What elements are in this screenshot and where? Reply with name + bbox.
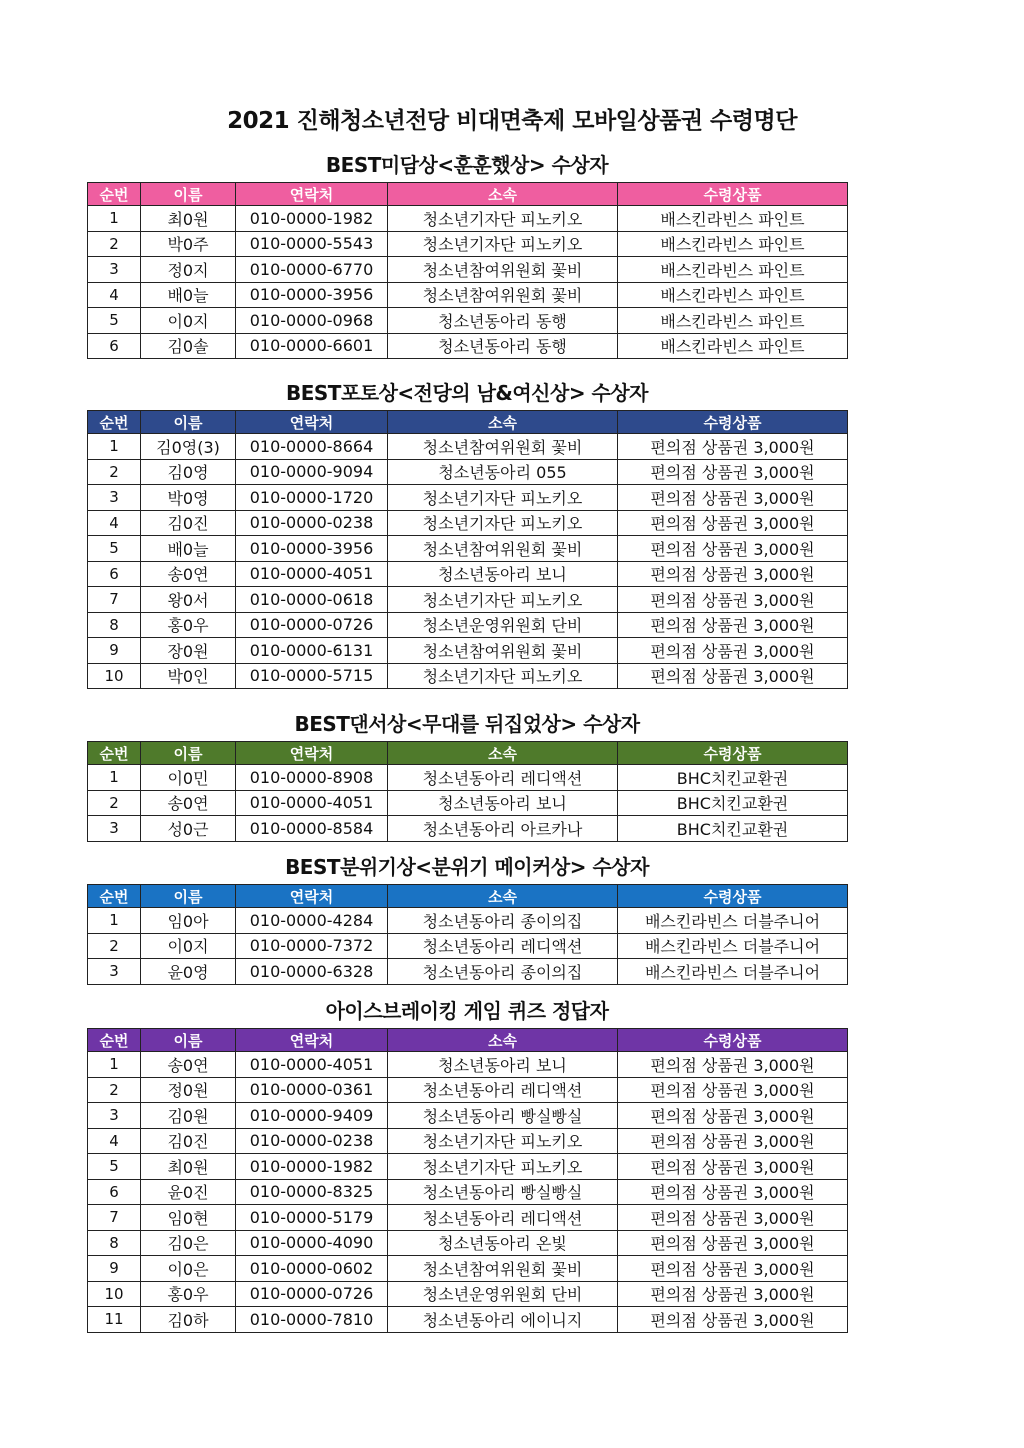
col-contact-cell: 010-0000-8584 [236,816,388,842]
col-prize-cell: 편의점 상품권 3,000원 [618,1307,848,1333]
col-contact-cell: 010-0000-0618 [236,587,388,613]
page-title: 2021 진해청소년전당 비대면축제 모바일상품권 수령명단 [227,108,797,134]
col-affiliation-cell: 청소년운영위원회 단비 [388,1281,618,1307]
table-row [88,612,848,638]
col-name-cell: 홍0우 [141,1281,236,1307]
col-affiliation-cell: 청소년기자단 피노키오 [388,1154,618,1180]
col-contact-cell: 010-0000-5543 [236,231,388,257]
table-row [88,282,848,308]
col-contact-cell: 010-0000-8325 [236,1179,388,1205]
table-row [88,1230,848,1256]
col-affiliation-cell: 청소년기자단 피노키오 [388,231,618,257]
header-col-contact: 연락처 [236,742,388,765]
col-affiliation-cell: 청소년동아리 레디액션 [388,933,618,959]
header-col-affiliation: 소속 [388,885,618,908]
col-number-cell: 7 [88,587,141,613]
header-col-name: 이름 [141,183,236,206]
header-col-contact: 연락처 [236,1029,388,1052]
table-row [88,308,848,334]
col-number-cell: 2 [88,459,141,485]
col-prize-cell: 편의점 상품권 3,000원 [618,1230,848,1256]
col-contact-cell: 010-0000-4051 [236,561,388,587]
col-contact-cell: 010-0000-8664 [236,434,388,460]
col-prize-cell: 배스킨라빈스 파인트 [618,308,848,334]
col-prize-cell: 편의점 상품권 3,000원 [618,612,848,638]
col-contact-cell: 010-0000-6131 [236,638,388,664]
header-col-number: 순번 [88,742,141,765]
table-row [88,510,848,536]
winners-table [87,741,848,842]
section-best-mood [87,850,847,985]
col-number-cell: 10 [88,1281,141,1307]
col-number-cell: 9 [88,1256,141,1282]
col-prize-cell: 편의점 상품권 3,000원 [618,587,848,613]
col-number-cell: 3 [88,1103,141,1129]
header-col-name: 이름 [141,1029,236,1052]
col-name-cell: 김0영 [141,459,236,485]
table-row [88,959,848,985]
col-affiliation-cell: 청소년운영위원회 단비 [388,612,618,638]
section-title: 아이스브레이킹 게임 퀴즈 정답자 [325,999,609,1023]
col-affiliation-cell: 청소년동아리 보니 [388,790,618,816]
table-header-row [88,1029,848,1052]
col-affiliation-cell: 청소년동아리 에이니지 [388,1307,618,1333]
table-row [88,257,848,283]
col-prize-cell: 편의점 상품권 3,000원 [618,1179,848,1205]
header-col-contact: 연락처 [236,183,388,206]
header-col-prize: 수령상품 [618,183,848,206]
header-col-contact: 연락처 [236,411,388,434]
table-row [88,638,848,664]
col-name-cell: 최0원 [141,1154,236,1180]
col-number-cell: 8 [88,1230,141,1256]
header-col-number: 순번 [88,885,141,908]
col-prize-cell: 편의점 상품권 3,000원 [618,663,848,689]
table-row [88,933,848,959]
table-row [88,765,848,791]
col-contact-cell: 010-0000-0726 [236,612,388,638]
table-header-row [88,742,848,765]
col-number-cell: 8 [88,612,141,638]
col-contact-cell: 010-0000-0968 [236,308,388,334]
col-affiliation-cell: 청소년기자단 피노키오 [388,206,618,232]
header-col-affiliation: 소속 [388,742,618,765]
col-affiliation-cell: 청소년동아리 보니 [388,1052,618,1078]
col-name-cell: 윤0진 [141,1179,236,1205]
col-affiliation-cell: 청소년동아리 보니 [388,561,618,587]
col-affiliation-cell: 청소년참여위원회 꽃비 [388,434,618,460]
col-name-cell: 김0진 [141,1128,236,1154]
col-number-cell: 6 [88,561,141,587]
col-prize-cell: 배스킨라빈스 파인트 [618,282,848,308]
col-number-cell: 4 [88,1128,141,1154]
col-affiliation-cell: 청소년기자단 피노키오 [388,510,618,536]
header-col-name: 이름 [141,885,236,908]
col-name-cell: 박0주 [141,231,236,257]
col-contact-cell: 010-0000-6328 [236,959,388,985]
col-contact-cell: 010-0000-8908 [236,765,388,791]
col-name-cell: 송0연 [141,790,236,816]
col-contact-cell: 010-0000-1982 [236,1154,388,1180]
col-affiliation-cell: 청소년동아리 레디액션 [388,765,618,791]
table-row [88,1128,848,1154]
col-name-cell: 정0지 [141,257,236,283]
table-row [88,816,848,842]
col-number-cell: 10 [88,663,141,689]
col-contact-cell: 010-0000-5179 [236,1205,388,1231]
col-number-cell: 5 [88,308,141,334]
col-name-cell: 박0인 [141,663,236,689]
table-row [88,1103,848,1129]
col-number-cell: 3 [88,485,141,511]
col-affiliation-cell: 청소년동아리 종이의집 [388,959,618,985]
table-row [88,1256,848,1282]
section-best-kindness [87,148,847,359]
table-row [88,1281,848,1307]
header-col-number: 순번 [88,1029,141,1052]
col-number-cell: 6 [88,333,141,359]
col-contact-cell: 010-0000-4090 [236,1230,388,1256]
col-name-cell: 송0연 [141,561,236,587]
header-col-prize: 수령상품 [618,885,848,908]
col-prize-cell: BHC치킨교환권 [618,790,848,816]
header-col-affiliation: 소속 [388,1029,618,1052]
table-row [88,587,848,613]
table-row [88,561,848,587]
col-prize-cell: 배스킨라빈스 더블주니어 [618,908,848,934]
winners-table [87,410,848,689]
col-contact-cell: 010-0000-3956 [236,282,388,308]
header-col-number: 순번 [88,183,141,206]
table-row [88,206,848,232]
table-row [88,1154,848,1180]
col-contact-cell: 010-0000-0726 [236,1281,388,1307]
col-name-cell: 김0영(3) [141,434,236,460]
col-affiliation-cell: 청소년동아리 빵실빵실 [388,1103,618,1129]
table-row [88,1307,848,1333]
col-number-cell: 2 [88,231,141,257]
col-affiliation-cell: 청소년참여위원회 꽃비 [388,638,618,664]
table-row [88,1205,848,1231]
col-number-cell: 3 [88,959,141,985]
header-col-prize: 수령상품 [618,411,848,434]
col-name-cell: 이0민 [141,765,236,791]
col-affiliation-cell: 청소년기자단 피노키오 [388,485,618,511]
col-prize-cell: 편의점 상품권 3,000원 [618,1052,848,1078]
col-prize-cell: 배스킨라빈스 파인트 [618,206,848,232]
col-contact-cell: 010-0000-7372 [236,933,388,959]
col-affiliation-cell: 청소년기자단 피노키오 [388,1128,618,1154]
section-title: BEST포토상<전당의 남&여신상> 수상자 [286,381,648,405]
col-number-cell: 4 [88,282,141,308]
col-prize-cell: 편의점 상품권 3,000원 [618,638,848,664]
col-number-cell: 2 [88,790,141,816]
section-title: BEST미담상<훈훈했상> 수상자 [325,153,609,177]
col-name-cell: 이0지 [141,933,236,959]
header-col-contact: 연락처 [236,885,388,908]
col-name-cell: 정0원 [141,1077,236,1103]
col-contact-cell: 010-0000-1720 [236,485,388,511]
header-col-name: 이름 [141,742,236,765]
col-number-cell: 9 [88,638,141,664]
col-prize-cell: 배스킨라빈스 더블주니어 [618,933,848,959]
col-prize-cell: 배스킨라빈스 파인트 [618,257,848,283]
col-prize-cell: 배스킨라빈스 파인트 [618,231,848,257]
col-prize-cell: 배스킨라빈스 더블주니어 [618,959,848,985]
table-header-row [88,411,848,434]
col-number-cell: 11 [88,1307,141,1333]
col-name-cell: 최0원 [141,206,236,232]
table-header-row [88,885,848,908]
col-prize-cell: 편의점 상품권 3,000원 [618,459,848,485]
table-row [88,908,848,934]
header-col-name: 이름 [141,411,236,434]
col-contact-cell: 010-0000-7810 [236,1307,388,1333]
col-contact-cell: 010-0000-9409 [236,1103,388,1129]
table-row [88,1077,848,1103]
col-name-cell: 홍0우 [141,612,236,638]
col-name-cell: 윤0영 [141,959,236,985]
col-name-cell: 김0원 [141,1103,236,1129]
col-prize-cell: 편의점 상품권 3,000원 [618,1256,848,1282]
col-name-cell: 배0늘 [141,536,236,562]
col-affiliation-cell: 청소년동아리 레디액션 [388,1205,618,1231]
col-affiliation-cell: 청소년기자단 피노키오 [388,663,618,689]
col-prize-cell: 편의점 상품권 3,000원 [618,1281,848,1307]
col-name-cell: 임0현 [141,1205,236,1231]
col-contact-cell: 010-0000-3956 [236,536,388,562]
section-best-dancer [87,707,847,842]
table-row [88,485,848,511]
col-prize-cell: 편의점 상품권 3,000원 [618,561,848,587]
table-row [88,1179,848,1205]
col-affiliation-cell: 청소년참여위원회 꽃비 [388,1256,618,1282]
section-icebreaking-quiz [87,994,847,1333]
col-name-cell: 송0연 [141,1052,236,1078]
col-affiliation-cell: 청소년동아리 온빛 [388,1230,618,1256]
table-row [88,536,848,562]
col-affiliation-cell: 청소년동아리 055 [388,459,618,485]
col-number-cell: 1 [88,434,141,460]
col-contact-cell: 010-0000-6601 [236,333,388,359]
col-affiliation-cell: 청소년참여위원회 꽃비 [388,536,618,562]
col-prize-cell: BHC치킨교환권 [618,765,848,791]
table-row [88,459,848,485]
col-prize-cell: 편의점 상품권 3,000원 [618,1128,848,1154]
col-name-cell: 임0아 [141,908,236,934]
col-affiliation-cell: 청소년참여위원회 꽃비 [388,257,618,283]
col-contact-cell: 010-0000-0238 [236,1128,388,1154]
col-number-cell: 5 [88,1154,141,1180]
col-prize-cell: 편의점 상품권 3,000원 [618,434,848,460]
col-number-cell: 6 [88,1179,141,1205]
table-row [88,333,848,359]
col-name-cell: 김0솔 [141,333,236,359]
col-contact-cell: 010-0000-0238 [236,510,388,536]
col-contact-cell: 010-0000-4284 [236,908,388,934]
header-col-number: 순번 [88,411,141,434]
col-name-cell: 이0은 [141,1256,236,1282]
section-title: BEST댄서상<무대를 뒤집었상> 수상자 [294,712,640,736]
col-number-cell: 7 [88,1205,141,1231]
winners-table [87,884,848,985]
col-name-cell: 김0진 [141,510,236,536]
col-number-cell: 3 [88,257,141,283]
col-name-cell: 장0원 [141,638,236,664]
col-affiliation-cell: 청소년참여위원회 꽃비 [388,282,618,308]
col-contact-cell: 010-0000-6770 [236,257,388,283]
col-number-cell: 2 [88,933,141,959]
col-prize-cell: 편의점 상품권 3,000원 [618,1103,848,1129]
col-contact-cell: 010-0000-0602 [236,1256,388,1282]
col-name-cell: 김0은 [141,1230,236,1256]
col-affiliation-cell: 청소년동아리 빵실빵실 [388,1179,618,1205]
col-contact-cell: 010-0000-4051 [236,1052,388,1078]
col-name-cell: 이0지 [141,308,236,334]
col-number-cell: 1 [88,908,141,934]
col-number-cell: 4 [88,510,141,536]
col-number-cell: 3 [88,816,141,842]
header-col-affiliation: 소속 [388,183,618,206]
section-best-photo [87,376,847,689]
col-name-cell: 성0근 [141,816,236,842]
col-prize-cell: 편의점 상품권 3,000원 [618,1205,848,1231]
col-contact-cell: 010-0000-9094 [236,459,388,485]
col-affiliation-cell: 청소년동아리 동행 [388,333,618,359]
winners-table [87,182,848,359]
table-row [88,790,848,816]
col-prize-cell: 편의점 상품권 3,000원 [618,1077,848,1103]
col-contact-cell: 010-0000-0361 [236,1077,388,1103]
col-contact-cell: 010-0000-1982 [236,206,388,232]
col-affiliation-cell: 청소년동아리 아르카나 [388,816,618,842]
col-prize-cell: 편의점 상품권 3,000원 [618,485,848,511]
col-contact-cell: 010-0000-5715 [236,663,388,689]
col-number-cell: 2 [88,1077,141,1103]
table-row [88,434,848,460]
col-affiliation-cell: 청소년기자단 피노키오 [388,587,618,613]
section-title: BEST분위기상<분위기 메이커상> 수상자 [285,855,649,879]
table-row [88,1052,848,1078]
table-header-row [88,183,848,206]
col-number-cell: 1 [88,206,141,232]
col-prize-cell: 편의점 상품권 3,000원 [618,536,848,562]
col-name-cell: 왕0서 [141,587,236,613]
table-row [88,663,848,689]
col-affiliation-cell: 청소년동아리 동행 [388,308,618,334]
table-row [88,231,848,257]
col-prize-cell: 배스킨라빈스 파인트 [618,333,848,359]
col-prize-cell: 편의점 상품권 3,000원 [618,510,848,536]
col-affiliation-cell: 청소년동아리 레디액션 [388,1077,618,1103]
col-number-cell: 1 [88,1052,141,1078]
col-name-cell: 김0하 [141,1307,236,1333]
header-col-prize: 수령상품 [618,742,848,765]
header-col-affiliation: 소속 [388,411,618,434]
col-prize-cell: 편의점 상품권 3,000원 [618,1154,848,1180]
col-name-cell: 배0늘 [141,282,236,308]
col-name-cell: 박0영 [141,485,236,511]
col-number-cell: 1 [88,765,141,791]
col-number-cell: 5 [88,536,141,562]
col-prize-cell: BHC치킨교환권 [618,816,848,842]
col-contact-cell: 010-0000-4051 [236,790,388,816]
winners-table [87,1028,848,1333]
header-col-prize: 수령상품 [618,1029,848,1052]
col-affiliation-cell: 청소년동아리 종이의집 [388,908,618,934]
